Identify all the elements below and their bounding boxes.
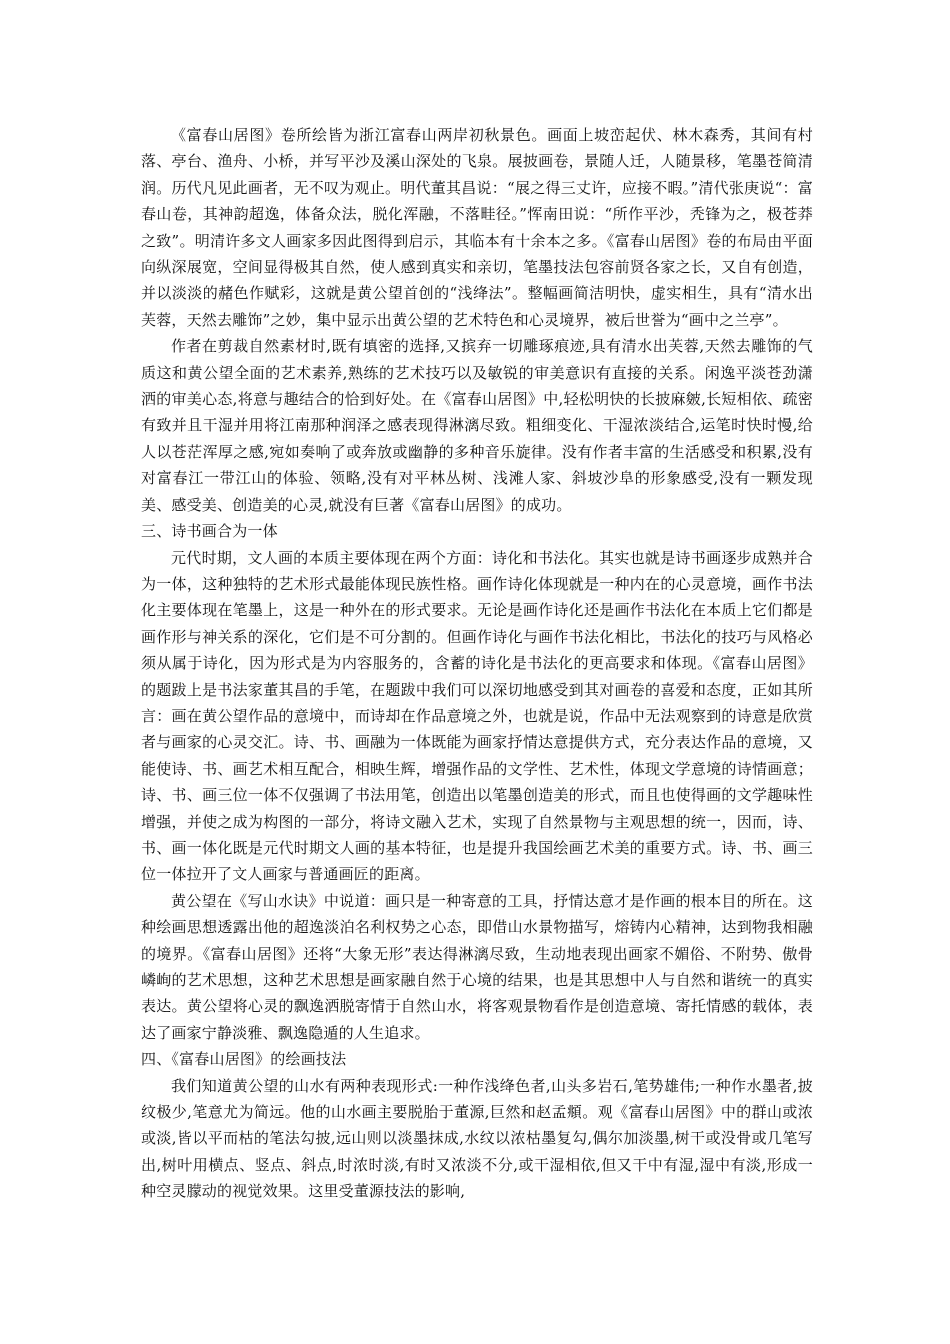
- paragraph-huang-gongwang-theory: 黄公望在《写山水诀》中说道：画只是一种寄意的工具，抒情达意才是作画的根本目的所在。这种绘画思想透露出他的超逸淡泊名利权势之心态，即借山水景物描写，熔铸内心精神，达到物我相融的境界。《富春山居图》还将“大象无形”表达得淋漓尽致，生动地表现出画家不媚俗、不附势、傲骨嶙峋的艺术思想，这种艺术思想是画家融自然于心境的结果，也是其思想中人与自然和谐统一的真实表达。黄公望将心灵的飘逸洒脱寄情于自然山水，将客观景物看作是创造意境、寄托情感的载体，表达了画家宁静淡雅、飘逸隐遁的人生追求。: [141, 891, 813, 1042]
- paragraph-yuan-literati: 元代时期，文人画的本质主要体现在两个方面：诗化和书法化。其实也就是诗书画逐步成熟并合为一体，这种独特的艺术形式最能体现民族性格。画作诗化体现就是一种内在的心灵意境，画作书法化主要体现在笔墨上，这是一种外在的形式要求。无论是画作诗化还是画作书法化在本质上它们都是画作形与神关系的深化，它们是不可分割的。但画作诗化与画作书法化相比，书法化的技巧与风格必须从属于诗化，因为形式是为内容服务的，含蓄的诗化是书法化的更高要求和体现。《富春山居图》的题跋上是书法家董其昌的手笔，在题跋中我们可以深切地感受到其对画卷的喜爱和态度，正如其所言：画在黄公望作品的意境中，而诗却在作品意境之外，也就是说，作品中无法观察到的诗意是欣赏者与画家的心灵交汇。诗、书、画融为一体既能为画家抒情达意提供方式，充分表达作品的意境，又能使诗、书、画艺术相互配合，相映生辉，增强作品的文学性、艺术性，体现文学意境的诗情画意；诗、书、画三位一体不仅强调了书法用笔，创造出以笔墨创造美的形式，而且也使得画的文学趣味性增强，并使之成为构图的一部分，将诗文融入艺术，实现了自然景物与主观思想的统一，因而，诗、书、画一体化既是元代时期文人画的基本特征，也是提升我国绘画艺术美的重要方式。诗、书、画三位一体拉开了文人画家与普通画匠的距离。: [141, 548, 813, 884]
- section-heading-painting-techniques: 四、《富春山居图》的绘画技法: [141, 1050, 347, 1069]
- paragraph-material-selection: 作者在剪裁自然素材时,既有填密的选择,又摈弃一切雕琢痕迹,具有清水出芙蓉,天然去雕饰的气质这和黄公望全面的艺术素养,熟练的艺术技巧以及敏锐的审美意识有直接的关系。闲逸平淡苍劲潇洒的审美心态,将意与趣结合的恰到好处。在《富春山居图》中,轻松明快的长披麻皴,长短相依、疏密有致并且干湿并用将江南那种润泽之感表现得淋漓尽致。粗细变化、干湿浓淡结合,运笔时快时慢,给人以苍茫浑厚之感,宛如奏响了或奔放或幽静的多种音乐旋律。没有作者丰富的生活感受和积累,没有对富春江一带江山的体验、领略,没有对平林丛树、浅滩人家、斜坡沙阜的形象感受,没有一颗发现美、感受美、创造美的心灵,就没有巨著《富春山居图》的成功。: [141, 337, 813, 514]
- section-heading-poetry-calligraphy-painting: 三、诗书画合为一体: [141, 522, 278, 541]
- paragraph-landscape-forms: 我们知道黄公望的山水有两种表现形式:一种作浅绛色者,山头多岩石,笔势雄伟;一种作水墨者,披纹极少,笔意尤为简远。他的山水画主要脱胎于董源,巨然和赵孟頫。观《富春山居图》中的群山或浓或淡,皆以平而枯的笔法勾披,远山则以淡墨抹成,水纹以浓枯墨复勾,偶尔加淡墨,树干或没骨或几笔写出,树叶用横点、竖点、斜点,时浓时淡,有时又浓淡不分,或干湿相依,但又干中有湿,湿中有淡,形成一种空灵朦动的视觉效果。这里受董源技法的影响,: [141, 1076, 813, 1201]
- paragraph-fuchun-overview: 《富春山居图》卷所绘皆为浙江富春山两岸初秋景色。画面上坡峦起伏、林木森秀，其间有村落、亭台、渔舟、小桥，并写平沙及溪山深处的飞泉。展披画卷，景随人迁，人随景移，笔墨苍简清润。历代凡见此画者，无不叹为观止。明代董其昌说：“展之得三丈许，应接不暇。”清代张庚说“：富春山卷，其神韵超逸，体备众法，脱化浑融，不落畦径。”恽南田说：“所作平沙，秃锋为之，极苍莽之致”。明清许多文人画家多因此图得到启示，其临本有十余本之多。《富春山居图》卷的布局由平面向纵深展宽，空间显得极其自然，使人感到真实和亲切，笔墨技法包容前贤各家之长，又自有创造，并以淡淡的赭色作赋彩，这就是黄公望首创的“浅绛法”。整幅画简洁明快，虚实相生，具有“清水出芙蓉，天然去雕饰”之妙，集中显示出黄公望的艺术特色和心灵境界，被后世誉为“画中之兰亭”。: [141, 126, 813, 329]
- document-page: [141, 122, 813, 1205]
